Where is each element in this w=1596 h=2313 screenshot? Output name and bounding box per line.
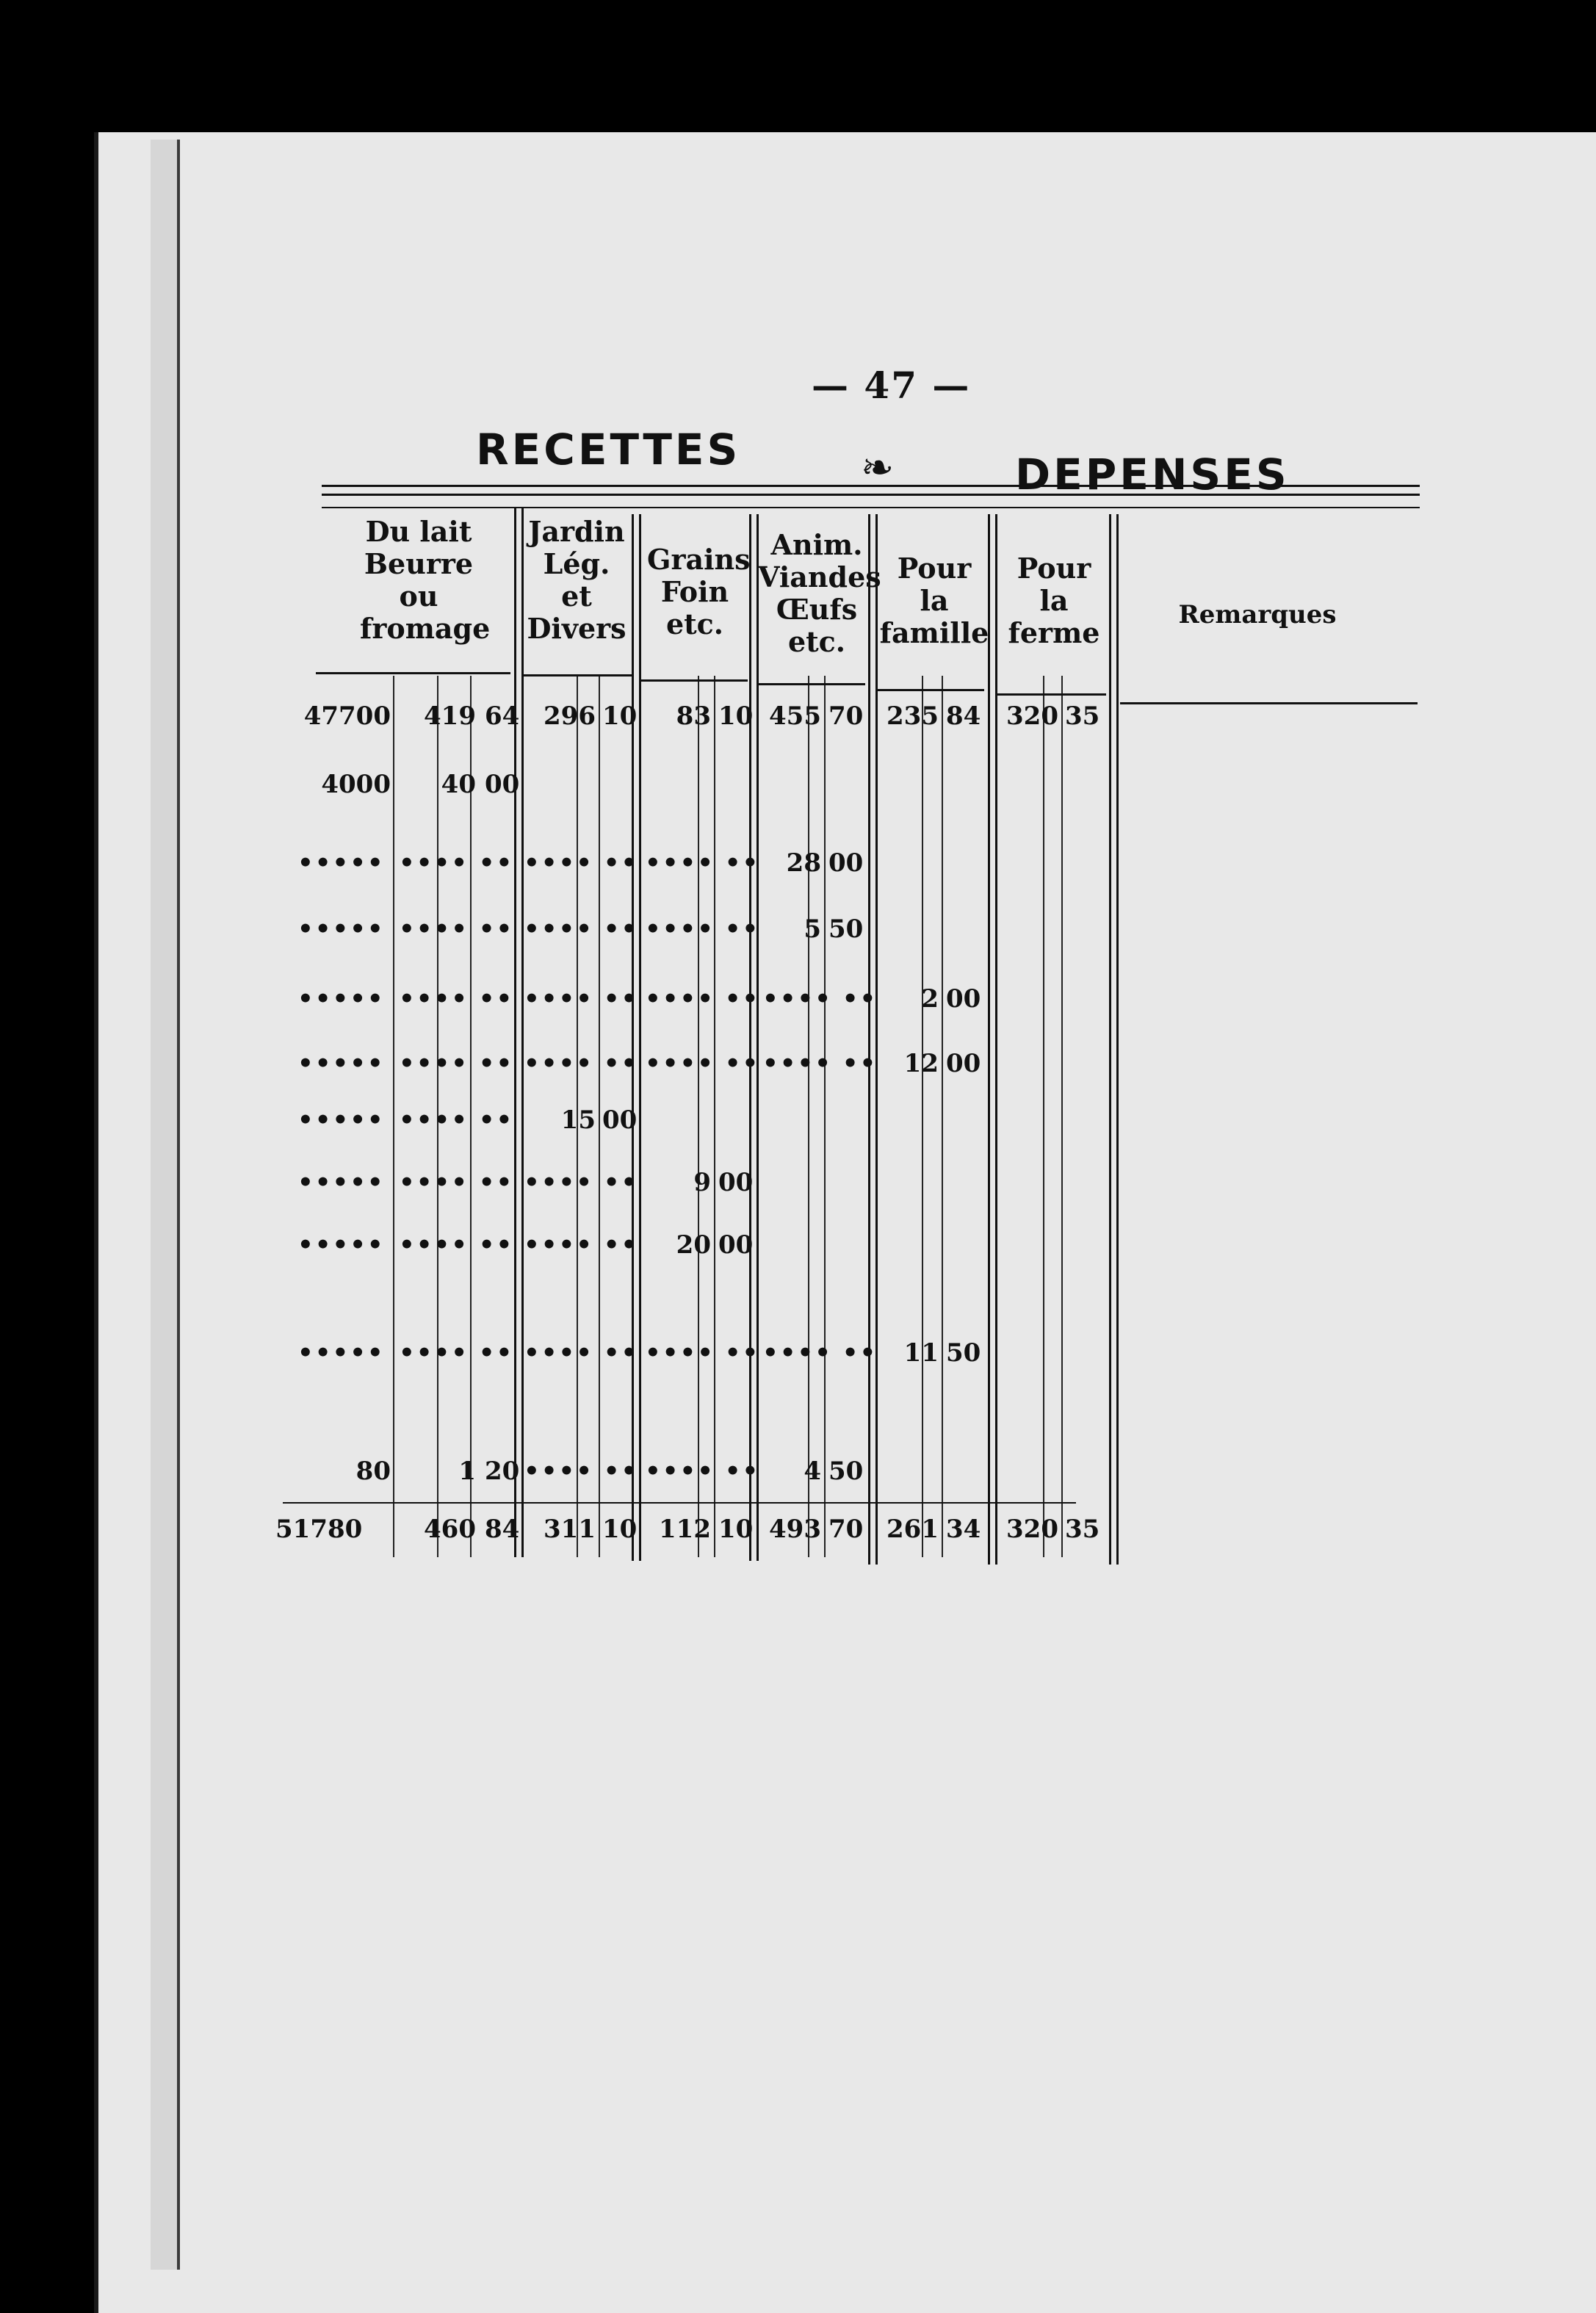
header-grains-line: Foin [660,575,729,608]
header-remarques-line: Remarques [1178,600,1337,629]
leader-dots: •••• •• [524,984,639,1014]
header-anim-line: Œufs [776,593,858,626]
sub-rule [714,676,715,1557]
leader-dots: •••• •• [645,914,760,944]
column-rule [521,507,524,1557]
row-famille-cents: 50 [946,1338,981,1368]
sub-rule [942,676,943,1557]
column-rule [988,514,990,1565]
row-famille-cents: 00 [946,1049,981,1078]
header-underline [759,683,865,685]
header-famille-line: la [920,584,949,617]
top-rule-3 [322,507,1420,508]
column-rule [1116,514,1119,1565]
leader-dots: •••• •• [645,1338,760,1368]
column-rule [632,514,634,1561]
row-anim-amount: 28 [786,848,821,878]
leader-dots: •••• •• [762,1049,878,1078]
header-anim-line: Viandes [758,560,881,593]
ornament-icon: ❧ [861,444,895,491]
row-grains-cents: 00 [718,1230,754,1260]
total-ferme-amount: 320 [1006,1515,1058,1544]
column-rule [1109,514,1111,1565]
leader-dots: •••• •• [524,914,639,944]
column-rule [757,514,759,1561]
header-underline [1120,702,1418,704]
sub-rule [698,676,699,1557]
column-rule [995,514,997,1565]
header-underline [878,689,984,691]
column-rule [514,507,516,1557]
header-famille-line: famille [879,616,989,649]
leader-dots: •••• •• [524,1168,639,1197]
header-grains-line: etc. [665,607,724,641]
row-lait-cents: 20 [485,1457,520,1486]
row-grains-amount: 9 [693,1168,711,1197]
total-jardin-cents: 10 [602,1515,638,1544]
sub-rule [1043,676,1044,1557]
header-jardin-line: Divers [527,612,627,645]
heading-depenses: DEPENSES [1015,450,1290,499]
document-page [94,132,1596,2313]
row-jardin-amount: 296 [544,701,596,731]
header-grains-line: Grains [647,543,751,576]
row-famille-amount: 2 [921,984,939,1014]
header-anim [758,528,881,658]
sub-rule [393,676,394,1557]
header-anim-line: etc. [787,625,846,658]
total-grains-cents: 10 [718,1515,754,1544]
leader-dots: •••• •• [524,1457,639,1486]
leader-dots: •••• •• [762,1338,878,1368]
total-anim-amount: 493 [769,1515,821,1544]
total-anim-cents: 70 [828,1515,864,1544]
leader-dots: •••• •• [645,1049,760,1078]
row-famille-amount: 11 [903,1338,939,1368]
leader-dots: ••••• [297,914,385,944]
header-ferme-line: Pour [1017,552,1091,585]
leader-dots: •••• •• [524,1230,639,1260]
row-jardin-cents: 10 [602,701,638,731]
total-famille-amount: 261 [887,1515,939,1544]
header-ferme-line: la [1039,584,1069,617]
leader-dots: •••• •• [399,984,514,1014]
total-ferme-cents: 35 [1065,1515,1100,1544]
leader-dots: •••• •• [399,1049,514,1078]
leader-dots: •••• •• [524,848,639,878]
top-rule [322,485,1420,487]
row-anim-amount: 5 [804,914,821,944]
row-famille-cents: 00 [946,984,981,1014]
leader-dots: •••• •• [645,1457,760,1486]
header-underline [641,679,748,682]
row-ferme-amount: 320 [1006,701,1058,731]
leader-dots: •••• •• [399,1230,514,1260]
sub-rule [824,676,826,1557]
leader-dots: ••••• [297,848,385,878]
row-anim-cents: 70 [828,701,864,731]
row-anim-amount: 455 [769,701,821,731]
sub-rule [922,676,923,1557]
header-lait-line: ou [399,580,438,613]
leader-dots: ••••• [297,1105,385,1135]
row-anim-amount: 4 [804,1457,821,1486]
row-anim-cents: 50 [828,914,864,944]
leader-dots: ••••• [297,1338,385,1368]
row-lait-amount: 40 [441,770,476,799]
leader-dots: •••• •• [399,1168,514,1197]
header-jardin-line: Jardin [528,515,625,548]
row-lait-amount: 1 [458,1457,476,1486]
row-grains-amount: 83 [676,701,711,731]
leader-dots: •••• •• [645,984,760,1014]
row-jardin-cents: 00 [602,1105,638,1135]
header-jardin [525,516,628,645]
leader-dots: •••• •• [762,984,878,1014]
row-grains-cents: 00 [718,1168,754,1197]
sub-rule [1061,676,1063,1557]
row-jardin-amount: 15 [560,1105,596,1135]
row-anim-cents: 00 [828,848,864,878]
leader-dots: •••• •• [399,914,514,944]
row-famille-cents: 84 [946,701,981,731]
leader-dots: ••••• [297,1049,385,1078]
header-lait-line: Du lait [365,515,472,548]
row-famille-amount: 235 [887,701,939,731]
row-famille-amount: 12 [903,1049,939,1078]
leader-dots: ••••• [297,984,385,1014]
row-lait-amount: 419 [424,701,476,731]
top-rule-2 [322,494,1420,496]
total-grains-amount: 112 [659,1515,711,1544]
header-grains [647,543,751,641]
row-grains-amount: 20 [676,1230,711,1260]
header-ferme [1006,552,1102,649]
header-lait-line: Beurre [364,547,474,580]
header-jardin-line: et [561,580,592,613]
totals-rule [283,1502,1076,1504]
total-famille-cents: 34 [946,1515,981,1544]
sub-rule [599,676,600,1557]
row-qty: 4000 [321,770,391,799]
leader-dots: ••••• [297,1230,385,1260]
header-lait [360,515,491,645]
header-ferme-line: ferme [1008,616,1100,649]
header-underline [997,693,1106,696]
leader-dots: •••• •• [399,848,514,878]
row-lait-cents: 64 [485,701,520,731]
row-anim-cents: 50 [828,1457,864,1486]
total-qty: 51780 [275,1515,363,1544]
header-underline [316,672,510,674]
column-rule [875,514,878,1565]
row-ferme-cents: 35 [1065,701,1100,731]
column-rule [639,514,641,1561]
leader-dots: •••• •• [645,848,760,878]
total-lait-cents: 84 [485,1515,520,1544]
header-famille-line: Pour [897,552,972,585]
header-jardin-line: Lég. [543,547,610,580]
column-rule [868,514,870,1565]
header-remarques [1147,599,1368,631]
column-rule [749,514,751,1561]
leader-dots: •••• •• [524,1049,639,1078]
leader-dots: •••• •• [399,1338,514,1368]
page-number: — 47 — [812,364,971,407]
leader-dots: •••• •• [524,1338,639,1368]
heading-recettes: RECETTES [476,425,741,474]
header-underline [523,674,633,676]
leader-dots: •••• •• [399,1105,514,1135]
sub-rule [808,676,809,1557]
row-qty: 47700 [303,701,391,731]
row-grains-cents: 10 [718,701,754,731]
leader-dots: ••••• [297,1168,385,1197]
total-jardin-amount: 311 [544,1515,596,1544]
total-lait-amount: 460 [424,1515,476,1544]
header-anim-line: Anim. [770,528,863,561]
header-famille [879,552,989,649]
row-qty: 80 [355,1457,391,1486]
row-lait-cents: 00 [485,770,520,799]
page-gutter [151,140,180,2270]
header-lait-line: fromage [360,612,491,645]
